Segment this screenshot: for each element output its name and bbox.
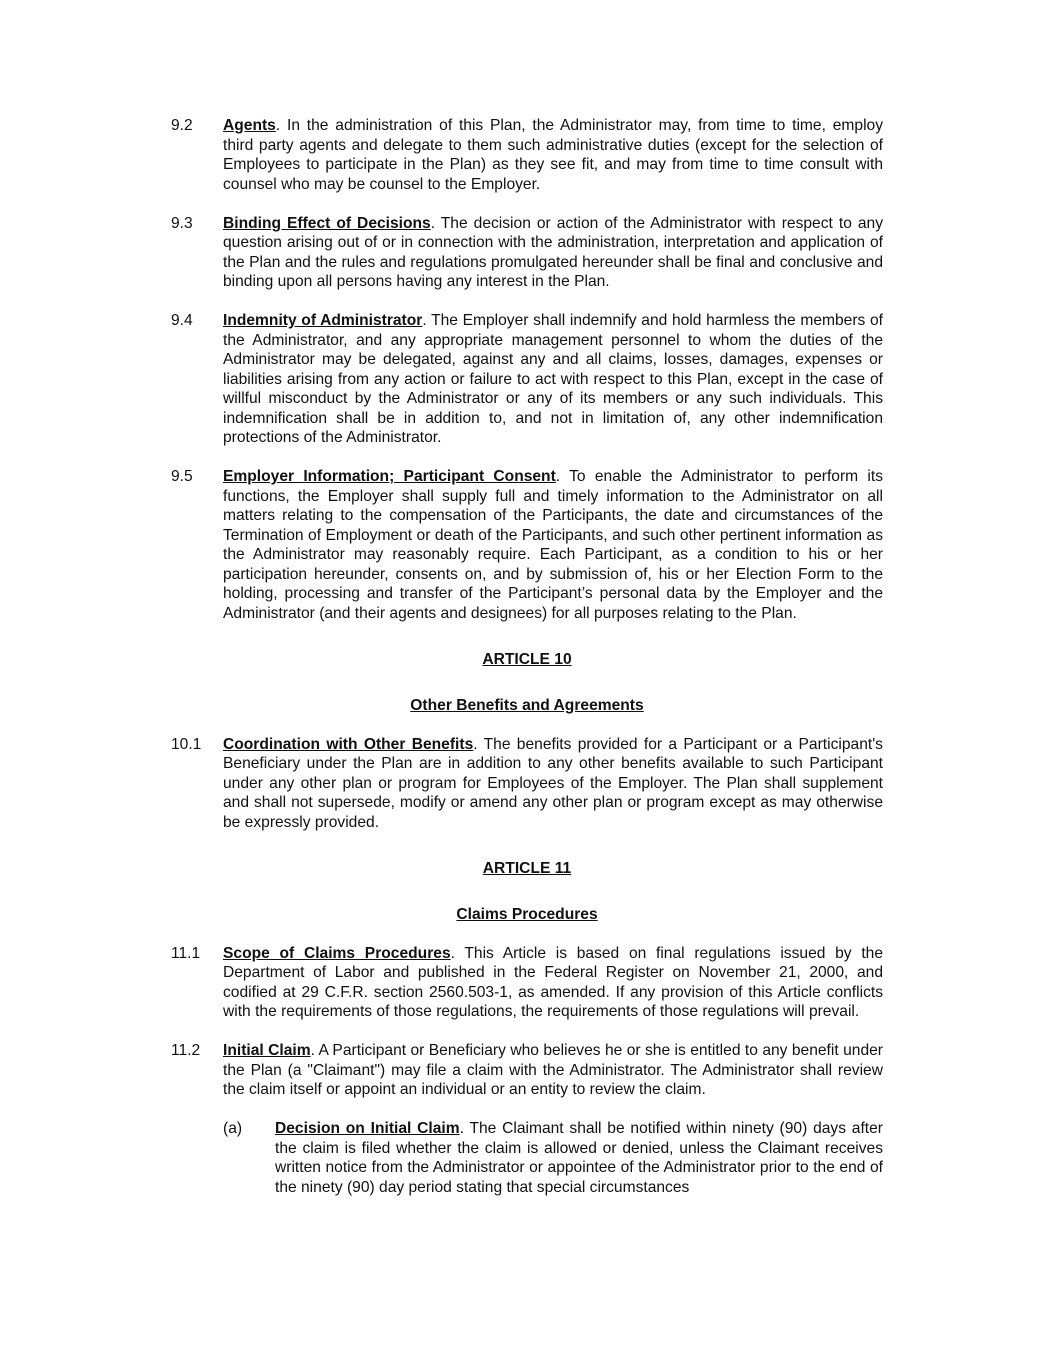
section-text: . The benefits provided for a Participant or a Participant's Beneficiary under the Plan are in addition to any other benefits available to such Participant under any other plan or program for Employees of the Employer. The Plan shall supplement and shall not supersede, modify or amend any other plan or program except as may otherwise be expressly provided. bbox=[223, 735, 883, 831]
section-heading: Indemnity of Administrator bbox=[223, 312, 423, 329]
section-text: . The Employer shall indemnify and hold harmless the members of the Administrator, and any appropriate management personnel to whom the duties of the Administrator may be delegated, against any and all claims, losses, damages, expenses or liabilities arising from any action or failure to act with respect to this Plan, except in the case of willful misconduct by the Administrator or any of its members or any such individuals. This indemnification shall be in addition to, and not in limitation of, any other indemnification protections of the Administrator. bbox=[223, 312, 884, 446]
section-text: . The decision or action of the Administrator with respect to any question arising out of or in connection with the administration, interpretation and application of the Plan and the rules and regulations promulgated hereunder shall be final and conclusive and binding upon all persons having any interest in the Plan. bbox=[223, 214, 883, 290]
section-body bbox=[223, 735, 883, 833]
section-text: . This Article is based on final regulations issued by the Department of Labor and published in the Federal Register on November 21, 2000, and codified at 29 C.F.R. section 2560.503-1, as amended. If any provision of this Article conflicts with the requirements of those regulations, the requirements of those regulations will prevail. bbox=[223, 944, 884, 1020]
section-body bbox=[223, 467, 883, 623]
section-11-1 bbox=[171, 944, 883, 1022]
article-10-subtitle: Other Benefits and Agreements bbox=[410, 696, 644, 714]
section-heading: Agents bbox=[223, 117, 276, 134]
subsection-11-2-a bbox=[223, 1119, 883, 1197]
section-text: . In the administration of this Plan, the Administrator may, from time to time, employ third party agents and delegate to them such administrative duties (except for the selection of Employees to participate in the Plan) as they see fit, and may from time to time consult with counsel who may be counsel to the Employer. bbox=[223, 117, 883, 193]
section-9-4 bbox=[171, 311, 883, 448]
section-number: 9.3 bbox=[171, 214, 193, 232]
section-heading: Employer Information; Participant Consent bbox=[223, 468, 556, 485]
section-10-1 bbox=[171, 735, 883, 833]
section-number: 9.4 bbox=[171, 312, 193, 329]
section-text: . A Participant or Beneficiary who believes he or she is entitled to any benefit under the Plan (a "Claimant") may file a claim with the Administrator. The Administrator shall review the claim itself or appoint an individual or an entity to review the claim. bbox=[223, 1042, 883, 1098]
section-9-2 bbox=[171, 116, 883, 194]
subsection-number: (a) bbox=[223, 1120, 243, 1137]
article-11-subtitle: Claims Procedures bbox=[456, 905, 598, 923]
subsection-text: . The Claimant shall be notified within ninety (90) days after the claim is filed whether the claim is allowed or denied, unless the Claimant receives written notice from the Administrator or appointee of the Administrator prior to the end of the ninety (90) day period stating that special circumstances bbox=[275, 1120, 884, 1196]
section-body bbox=[223, 116, 883, 194]
section-body bbox=[223, 1041, 883, 1100]
section-heading: Coordination with Other Benefits bbox=[223, 735, 474, 753]
section-body bbox=[223, 944, 883, 1022]
section-11-2 bbox=[171, 1041, 883, 1100]
section-9-3 bbox=[171, 214, 883, 292]
section-body bbox=[223, 311, 883, 448]
article-11-title: ARTICLE 11 bbox=[482, 859, 572, 877]
subsection-heading: Decision on Initial Claim bbox=[275, 1120, 460, 1137]
section-text: . To enable the Administrator to perform its functions, the Employer shall supply full and timely information to the Administrator on all matters relating to the compensation of the Participants, the date and circumstances of the Termination of Employment or death of the Participants, and such other pertinent information as the Administrator may reasonably require. Each Participant, as a condition to his or her participation hereunder, consents on, and by submission of, his or her Election Form to the holding, processing and transfer of the Participant’s personal data by the Employer and the Administrator (and their agents and designees) for all purposes relating to the Plan. bbox=[223, 468, 883, 622]
section-number: 11.1 bbox=[171, 944, 201, 962]
section-heading: Binding Effect of Decisions bbox=[223, 214, 431, 232]
section-heading: Scope of Claims Procedures bbox=[223, 944, 451, 962]
section-number: 10.1 bbox=[171, 735, 202, 753]
section-number: 9.5 bbox=[171, 468, 193, 485]
section-body bbox=[223, 214, 883, 292]
section-9-5 bbox=[171, 467, 883, 623]
section-number: 9.2 bbox=[171, 117, 193, 134]
subsection-body bbox=[275, 1119, 883, 1197]
article-10-title: ARTICLE 10 bbox=[482, 650, 572, 668]
section-number: 11.2 bbox=[171, 1042, 201, 1059]
section-heading: Initial Claim bbox=[223, 1042, 311, 1059]
